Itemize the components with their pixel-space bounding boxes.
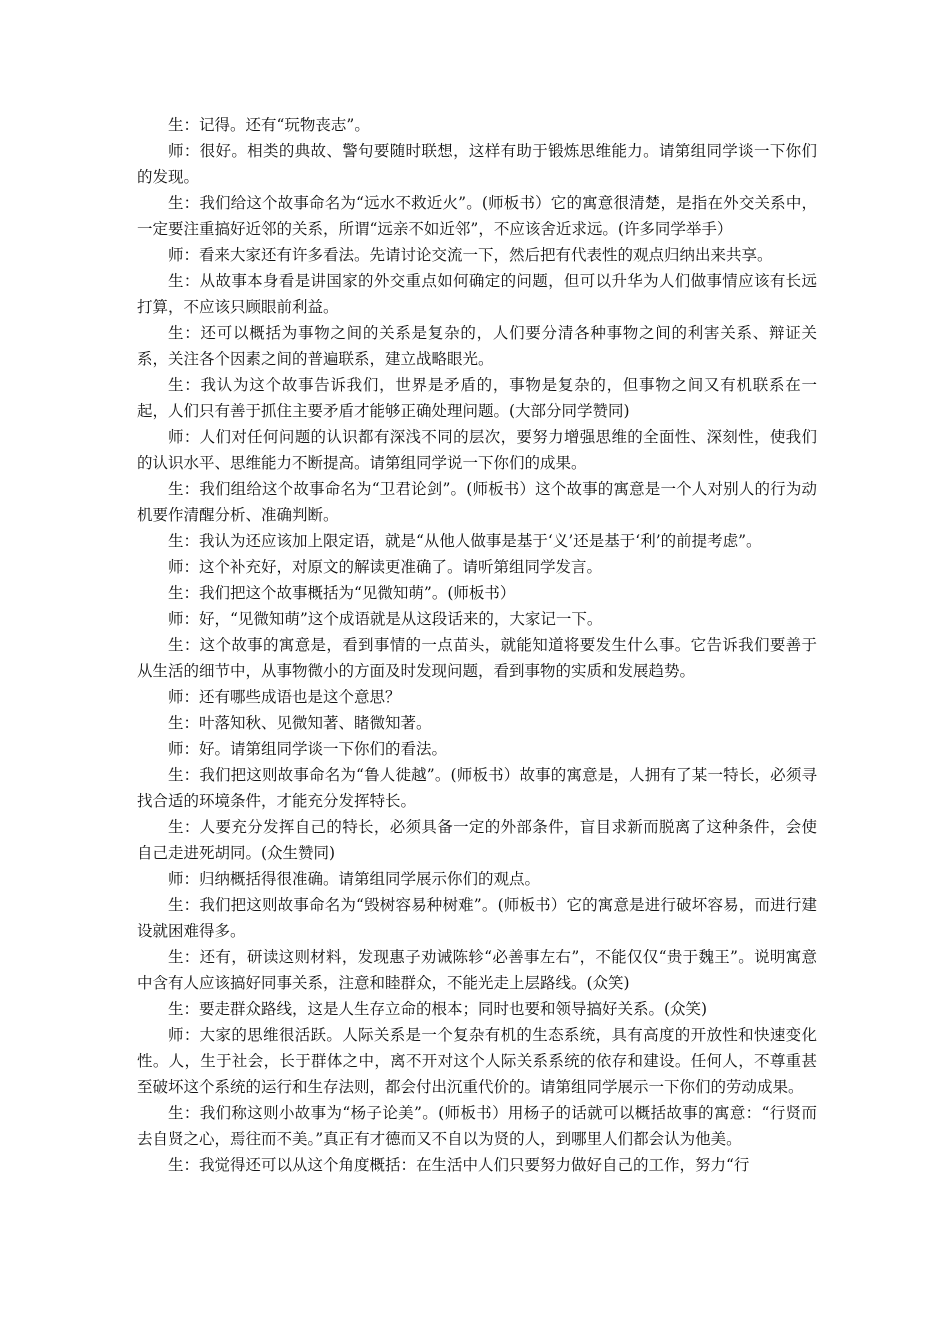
- paragraph: 生：我认为这个故事告诉我们，世界是矛盾的，事物是复杂的，但事物之间又有机联系在一起，人们只有善于抓住主要矛盾才能够正确处理问题。(大部分同学赞同): [137, 376, 817, 420]
- paragraph: 生：从故事本身看是讲国家的外交重点如何确定的问题，但可以升华为人们做事情应该有长远打算，不应该只顾眼前利益。: [137, 272, 817, 316]
- paragraph: 生：我们把这则故事命名为“毁树容易种树难”。(师板书）它的寓意是进行破坏容易，而进行建设就困难得多。: [137, 896, 817, 940]
- paragraph: 生：人要充分发挥自己的特长，必须具备一定的外部条件，盲目求新而脱离了这种条件，会使自己走进死胡同。(众生赞同): [137, 818, 817, 862]
- paragraph: 师：大家的思维很活跃。人际关系是一个复杂有机的生态系统，具有高度的开放性和快速变化性。人，生于社会，长于群体之中，离不开对这个人际关系系统的依存和建设。任何人，不尊重甚至破坏这个系统的运行和生存法则，都会付出沉重代价的。请第组同学展示一下你们的劳动成果。: [137, 1026, 817, 1096]
- paragraph: 师：好。请第组同学谈一下你们的看法。: [168, 740, 448, 758]
- paragraph: 师：很好。相类的典故、警句要随时联想，这样有助于锻炼思维能力。请第组同学谈一下你们的发现。: [137, 142, 817, 186]
- paragraph: 生：要走群众路线，这是人生存立命的根本；同时也要和领导搞好关系。(众笑): [168, 1000, 708, 1018]
- paragraph: 生：我们把这个故事概括为“见微知萌”。(师板书）: [168, 584, 516, 602]
- paragraph: 生：还可以概括为事物之间的关系是复杂的，人们要分清各种事物之间的利害关系、辩证关系，关注各个因素之间的普遍联系，建立战略眼光。: [137, 324, 817, 368]
- paragraph: 师：这个补充好，对原文的解读更准确了。请听第组同学发言。: [168, 558, 603, 576]
- paragraph: 师：好，“见微知萌”这个成语就是从这段话来的，大家记一下。: [168, 610, 603, 628]
- paragraph: 生：叶落知秋、见微知著、睹微知著。: [168, 714, 432, 732]
- paragraph: 生：还有，研读这则材料，发现惠子劝诫陈轸“必善事左右”，不能仅仅“贵于魏王”。说明寓意中含有人应该搞好同事关系，注意和睦群众，不能光走上层路线。(众笑): [137, 948, 817, 992]
- paragraph: 生：我们组给这个故事命名为“卫君论剑”。(师板书）这个故事的寓意是一个人对别人的行为动机要作清醒分析、准确判断。: [137, 480, 817, 524]
- paragraph: 师：人们对任何问题的认识都有深浅不同的层次，要努力增强思维的全面性、深刻性，使我们的认识水平、思维能力不断提高。请第组同学说一下你们的成果。: [137, 428, 817, 472]
- paragraph: 生：我们给这个故事命名为“远水不救近火”。(师板书）它的寓意很清楚，是指在外交关系中，一定要注重搞好近邻的关系，所谓“远亲不如近邻”，不应该舍近求远。(许多同学举手）: [137, 194, 817, 238]
- document-body: [137, 112, 817, 1178]
- paragraph: 师：归纳概括得很准确。请第组同学展示你们的观点。: [168, 870, 541, 888]
- paragraph: 师：还有哪些成语也是这个意思？: [168, 688, 401, 706]
- paragraph: 生：记得。还有“玩物丧志”。: [168, 116, 370, 134]
- paragraph: 师：看来大家还有许多看法。先请讨论交流一下，然后把有代表性的观点归纳出来共享。: [168, 246, 773, 264]
- paragraph: 生：这个故事的寓意是，看到事情的一点苗头，就能知道将要发生什么事。它告诉我们要善于从生活的细节中，从事物微小的方面及时发现问题，看到事物的实质和发展趋势。: [137, 636, 817, 680]
- paragraph: 生：我们把这则故事命名为“鲁人徙越”。(师板书）故事的寓意是，人拥有了某一特长，必须寻找合适的环境条件，才能充分发挥特长。: [137, 766, 817, 810]
- paragraph: 生：我们称这则小故事为“杨子论美”。(师板书）用杨子的话就可以概括故事的寓意：“行贤而去自贤之心，焉往而不美。”真正有才德而又不自以为贤的人，到哪里人们都会认为他美。: [137, 1104, 817, 1148]
- paragraph: 生：我认为还应该加上限定语，就是“从他人做事是基于‘义’还是基于‘利’的前提考虑”。: [168, 532, 762, 550]
- paragraph: 生：我觉得还可以从这个角度概括：在生活中人们只要努力做好自己的工作，努力“行: [168, 1156, 750, 1174]
